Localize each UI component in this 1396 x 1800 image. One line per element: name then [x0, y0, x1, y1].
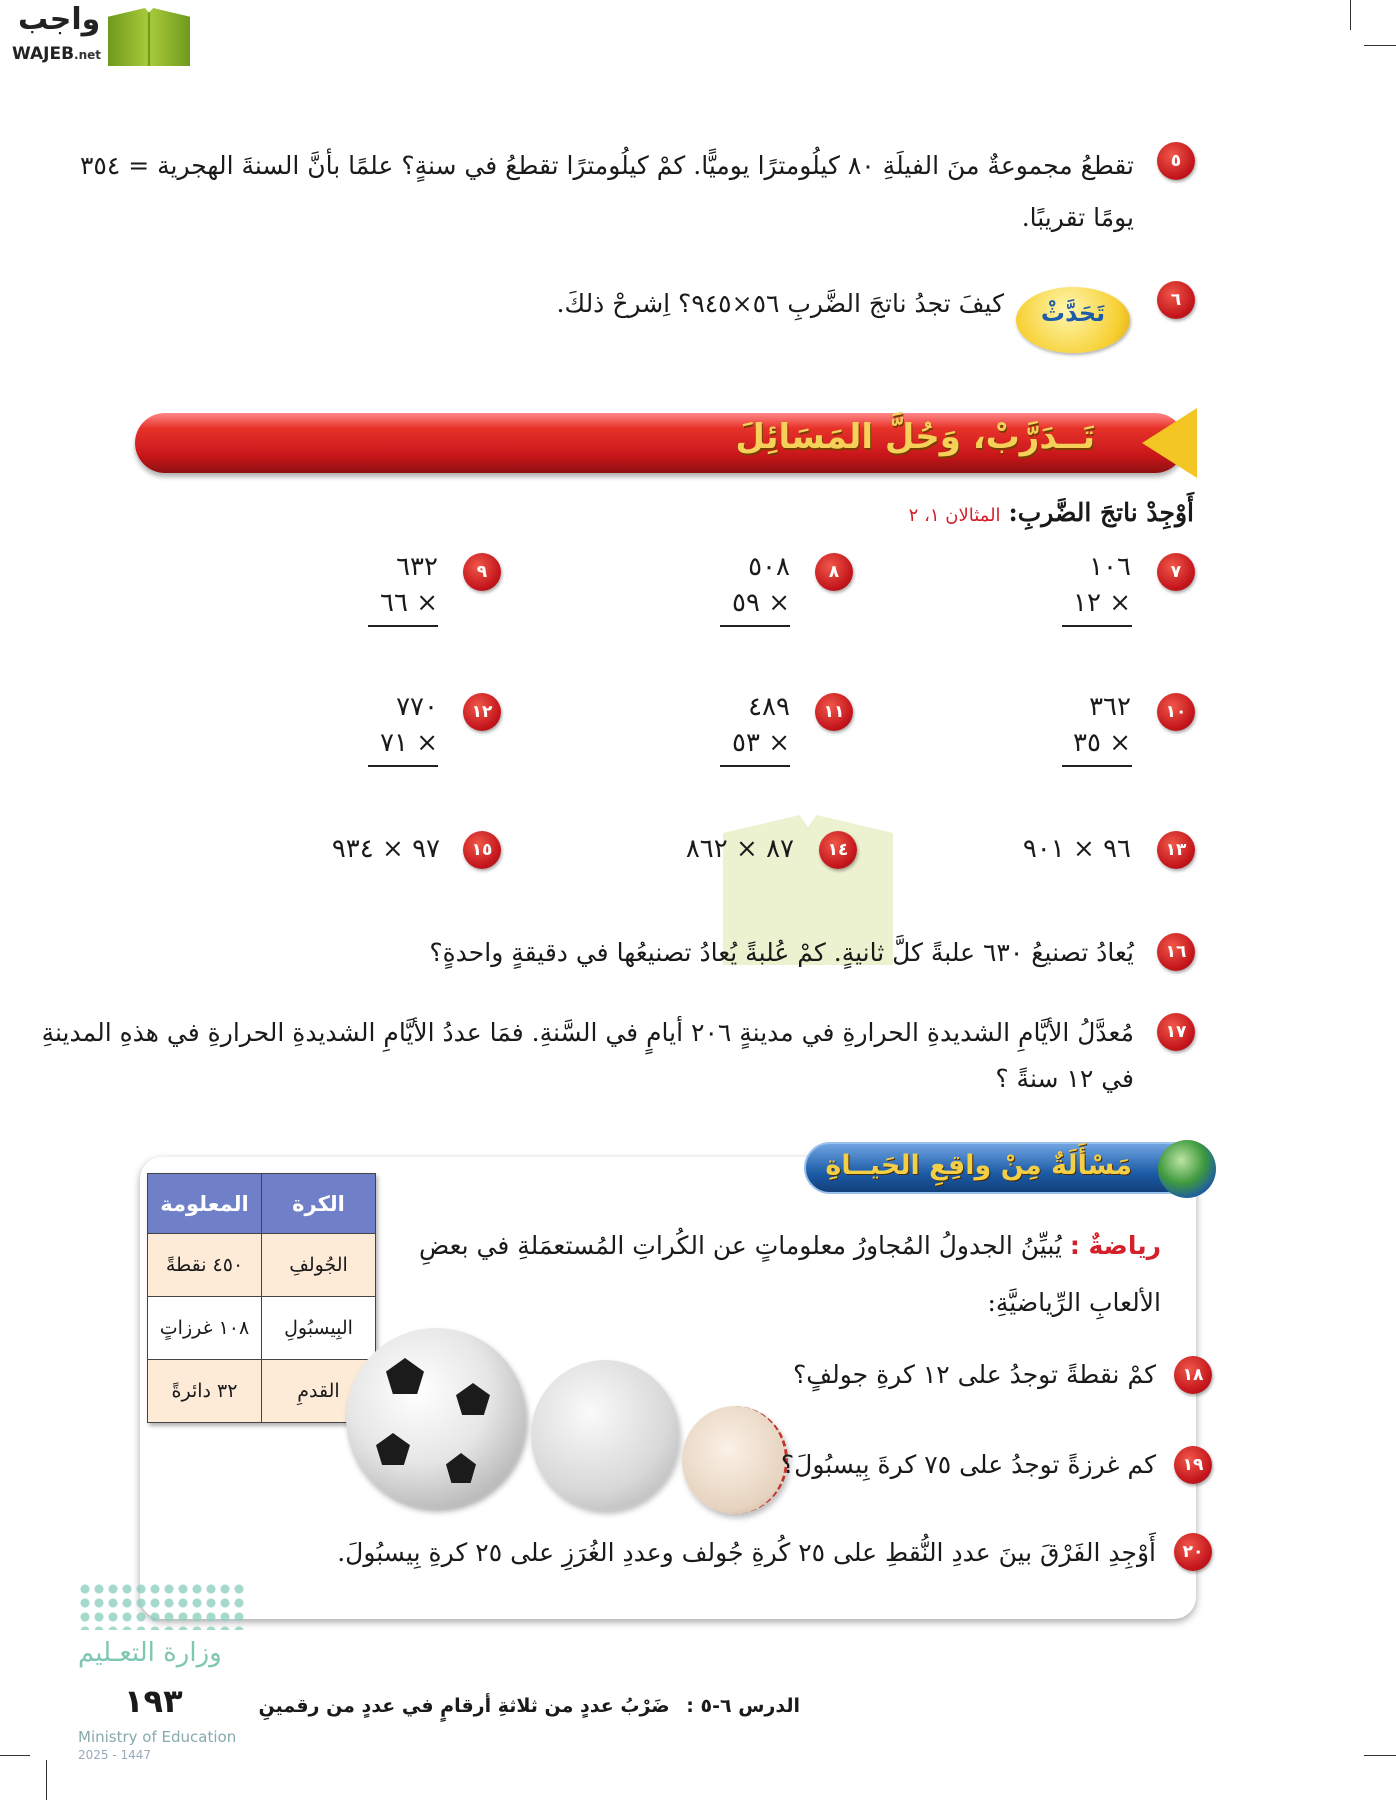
question-number-badge: ٦: [1157, 281, 1195, 319]
question-20-text: أَوْجِدِ الفَرْقَ بينَ عددِ النُّقطِ على ٢٥ كُرةِ جُولف وعددِ الغُرَزِ على ٢٥ كرةِ بِيسبُولَ.: [337, 1538, 1156, 1567]
question-17-line1: مُعدَّلُ الأيَّامِ الشديدةِ الحرارةِ في مدينةٍ ٢٠٦ أيامٍ في السَّنةِ. فمَا عددُ الأيَّامِ الشديدةِ الحرارةِ في هذهِ المدينةِ: [41, 1018, 1134, 1047]
inline-expression: ٨٧ × ٨٦٢: [685, 834, 794, 864]
question-5-line1: تقطعُ مجموعةٌ منَ الفيلَةِ ٨٠ كيلُومترًا يوميًّا. كمْ كيلُومترًا تقطعُ في سنةٍ؟ علمًا بأنَّ السنةَ الهجرية = ٣٥٤: [80, 151, 1134, 180]
multiplicand: ٥٠٨: [748, 552, 790, 582]
baseball-image: [682, 1406, 788, 1514]
table-cell: القدمِ: [262, 1360, 376, 1423]
section-banner: [135, 413, 1185, 473]
multiplier: ٣٥ ×: [1073, 728, 1131, 758]
intro-line1: يُبيِّنُ الجدولُ المُجاورُ معلوماتٍ عن الكُراتِ المُستعمَلةِ في بعضِ: [418, 1231, 1062, 1260]
wajeb-logo: [6, 2, 192, 68]
talk-bubble-label: تَحَدَّثْ: [1040, 299, 1106, 327]
ministry-arabic: وزارة التعـليم: [78, 1638, 222, 1668]
instruction-text: أَوْجِدْ ناتجَ الضَّربِ:: [1008, 498, 1194, 527]
answer-line: [1062, 765, 1132, 767]
question-number-badge: ٢٠: [1174, 1533, 1212, 1571]
soccer-ball-image: [346, 1328, 526, 1508]
globe-icon: [1158, 1140, 1216, 1198]
question-number-badge: ١٢: [463, 693, 501, 731]
footer-lesson: [259, 1680, 801, 1732]
question-17-line2: في ١٢ سنةً ؟: [995, 1064, 1134, 1093]
lesson-number: الدرس ٦-٥ :: [686, 1695, 800, 1717]
multiplicand: ١٠٦: [1089, 552, 1131, 582]
real-world-title: مَسْأَلَةٌ مِنْ واقِعِ الحَيــاةِ: [825, 1150, 1132, 1181]
sports-label: رياضةٌ :: [1069, 1231, 1161, 1260]
answer-line: [368, 625, 438, 627]
section-title: تَــدَرَّبْ، وَحُلَّ المَسَائِلَ: [735, 417, 1095, 457]
question-6-text: كيفَ تجدُ ناتجَ الضَّربِ ٥٦×٩٤٥؟ اِشرحْ ذلكَ.: [556, 289, 1004, 318]
crop-mark: [46, 1760, 47, 1800]
question-number-badge: ٨: [815, 553, 853, 591]
question-number-badge: ١٩: [1174, 1446, 1212, 1484]
answer-line: [720, 625, 790, 627]
question-18-text: كمْ نقطةً توجدُ على ١٢ كرةِ جولفٍ؟: [792, 1360, 1156, 1389]
lesson-title: ضَرْبُ عددٍ من ثلاثةِ أرقامٍ في عددٍ من رقمينِ: [258, 1695, 670, 1717]
dots-pattern-icon: [78, 1582, 248, 1630]
question-number-badge: ١٨: [1174, 1356, 1212, 1394]
table-row: [148, 1360, 376, 1423]
table-header: المعلومة: [148, 1174, 262, 1234]
table-cell: ١٠٨ غرزاتٍ: [148, 1297, 262, 1360]
question-number-badge: ١٥: [463, 831, 501, 869]
example-reference: المثالان ١، ٢: [908, 505, 1001, 526]
question-number-badge: ١١: [815, 693, 853, 731]
answer-line: [368, 765, 438, 767]
table-cell: ٣٢ دائرةً: [148, 1360, 262, 1423]
table-header: الكرة: [262, 1174, 376, 1234]
intro-line2: الألعابِ الرِّياضيَّةِ:: [987, 1288, 1161, 1317]
talk-bubble-icon: [1016, 287, 1130, 353]
real-world-header: [804, 1142, 1204, 1194]
multiplicand: ٤٨٩: [748, 692, 790, 722]
ministry-year: 2025 - 1447: [78, 1748, 152, 1762]
question-number-badge: ٥: [1157, 142, 1195, 180]
multiplicand: ٣٦٢: [1089, 692, 1131, 722]
balls-info-table: [147, 1173, 376, 1423]
table-row: [148, 1234, 376, 1297]
question-number-badge: ١٦: [1157, 933, 1195, 971]
multiplier: ٦٦ ×: [380, 588, 438, 618]
sports-intro: [419, 1220, 1161, 1272]
multiplier: ٧١ ×: [380, 728, 438, 758]
page-number: ١٩٣: [124, 1682, 183, 1720]
ministry-english: Ministry of Education: [78, 1728, 237, 1746]
question-number-badge: ٩: [463, 553, 501, 591]
question-number-badge: ١٤: [819, 831, 857, 869]
question-number-badge: ١٧: [1157, 1013, 1195, 1051]
inline-expression: ٩٧ × ٩٣٤: [331, 834, 440, 864]
crop-mark: [1364, 1755, 1396, 1756]
crop-mark: [1364, 45, 1396, 46]
multiplier: ١٢ ×: [1073, 588, 1131, 618]
table-row: [148, 1297, 376, 1360]
arrow-icon: [1142, 408, 1197, 478]
question-number-badge: ٧: [1157, 553, 1195, 591]
question-5-line2: يومًا تقريبًا.: [1021, 203, 1134, 232]
logo-latin: WAJEB.net: [12, 44, 102, 64]
answer-line: [720, 765, 790, 767]
table-cell: الجُولفِ: [262, 1234, 376, 1297]
instruction: [909, 487, 1194, 542]
question-number-badge: ١٣: [1157, 831, 1195, 869]
table-cell: ٤٥٠ نقطةً: [148, 1234, 262, 1297]
multiplier: ٥٣ ×: [732, 728, 790, 758]
rubber-baseball-image: [531, 1360, 679, 1510]
logo-arabic: واجب: [18, 2, 101, 37]
answer-line: [1062, 625, 1132, 627]
table-cell: البِيسبُولِ: [262, 1297, 376, 1360]
question-19-text: كم غرزةً توجدُ على ٧٥ كرةَ بِيسبُولَ؟: [780, 1450, 1156, 1479]
multiplier: ٥٩ ×: [732, 588, 790, 618]
inline-expression: ٩٦ × ٩٠١: [1022, 834, 1131, 864]
question-16-text: يُعادُ تصنيعُ ٦٣٠ علبةً كلَّ ثانيةٍ. كمْ عُلبةً يُعادُ تصنيعُها في دقيقةٍ واحدةٍ؟: [429, 938, 1134, 967]
crop-mark: [0, 1755, 30, 1756]
multiplicand: ٦٣٢: [396, 552, 438, 582]
question-number-badge: ١٠: [1157, 693, 1195, 731]
book-icon: [108, 8, 190, 66]
multiplicand: ٧٧٠: [396, 692, 438, 722]
crop-mark: [1350, 0, 1351, 30]
